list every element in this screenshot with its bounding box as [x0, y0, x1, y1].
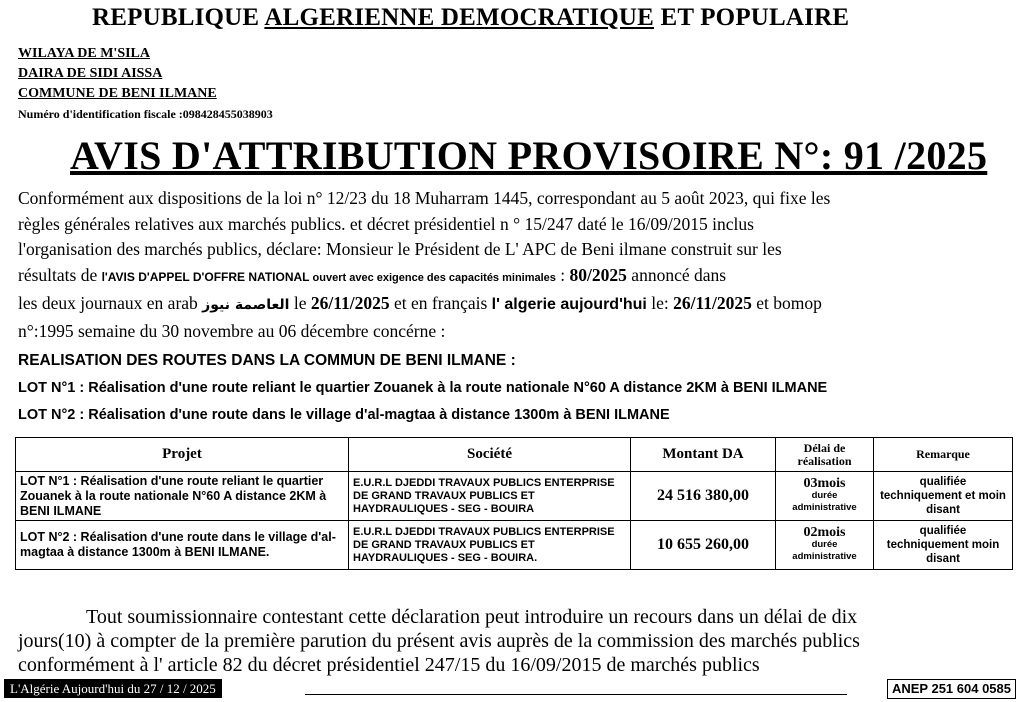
body-line-5-g: le:: [646, 293, 674, 314]
republic-header-part2: ALGERIENNE DEMOCRATIQUE: [264, 4, 654, 31]
row1-delai-note: durée administrative: [792, 490, 857, 513]
footer-divider: [305, 694, 847, 695]
row2-montant: 10 655 260,00: [631, 521, 776, 570]
row2-delai: [776, 521, 874, 570]
header-delai: Délai de réalisation: [776, 438, 874, 472]
tender-type: l'AVIS D'APPEL D'OFFRE NATIONAL: [101, 269, 310, 284]
appeal-notice: [18, 605, 1013, 677]
tender-number: 80/2025: [569, 264, 627, 285]
commune-label: COMMUNE DE BENI ILMANE: [18, 86, 217, 101]
table-row: [16, 521, 1013, 570]
body-line-4-f: annoncé dans: [626, 264, 727, 285]
body-line-4-d: :: [555, 264, 570, 285]
body-line-6: n°:1995 semaine du 30 novembre au 06 décembre concérne :: [18, 320, 446, 341]
notice-title: AVIS D'ATTRIBUTION PROVISOIRE N°: 91 /2025: [70, 133, 988, 178]
awards-table: [15, 437, 1013, 570]
body-line-5-i: et bomop: [751, 293, 822, 314]
body-line-3: l'organisation des marchés publics, déclare: Monsieur le Président de L' APC de Beni ilmane construit sur les: [18, 239, 782, 260]
body-line-5: [18, 291, 1013, 319]
anep-reference: ANEP 251 604 0585: [887, 679, 1016, 699]
body-line-5-a: les deux journaux en arab: [18, 293, 203, 314]
fiscal-id: Numéro d'identification fiscale :098428455038903: [18, 107, 273, 121]
row2-societe: E.U.R.L DJEDDI TRAVAUX PUBLICS ENTERPRISE DE GRAND TRAVAUX PUBLICS ET HAYDRAULIQUES - SEG - BOUIRA.: [349, 521, 631, 570]
row1-projet: LOT N°1 : Réalisation d'une route reliant le quartier Zouanek à la route nationale N°60 A distance 2KM à BENI ILMANE: [16, 472, 349, 521]
french-newspaper: l' algerie aujourd'hui: [491, 296, 647, 314]
republic-header-part1: REPUBLIQUE: [92, 4, 260, 31]
tender-condition: ouvert avec exigence des capacités minimales: [309, 271, 556, 284]
table-header-row: [16, 438, 1013, 472]
body-line-4: [18, 263, 1013, 292]
wilaya-label: WILAYA DE M'SILA: [18, 46, 151, 61]
body-line-4-a: résultats de: [18, 264, 102, 285]
lot-1-description: LOT N°1 : Réalisation d'une route reliant le quartier Zouanek à la route nationale N°60 A distance 2KM à BENI ILMANE: [18, 380, 828, 396]
row1-delai: [776, 472, 874, 521]
body-line-1: Conformément aux dispositions de la loi n° 12/23 du 18 Muharram 1445, correspondant au 5 août 2023, qui fixe les: [18, 188, 831, 208]
publication-date-arab: 26/11/2025: [310, 293, 390, 314]
notice-body: [18, 186, 1013, 345]
arabic-newspaper: العاصمة نيوز: [202, 297, 290, 314]
row2-remarque: qualifiée techniquement moin disant: [874, 521, 1013, 570]
row1-delai-value: 03mois: [803, 476, 846, 491]
daira-label: DAIRA DE SIDI AISSA: [18, 66, 163, 81]
header-projet: Projet: [16, 438, 349, 472]
republic-header: [92, 4, 849, 32]
project-heading: REALISATION DES ROUTES DANS LA COMMUN DE BENI ILMANE :: [18, 352, 516, 369]
header-montant: Montant DA: [631, 438, 776, 472]
appeal-line-3: conformément à l' article 82 du décret présidentiel 247/15 du 16/09/2015 de marchés publics: [18, 654, 760, 676]
republic-header-part3: ET POPULAIRE: [660, 4, 850, 31]
body-line-5-e: et en français: [389, 293, 492, 314]
header-remarque: Remarque: [874, 438, 1013, 472]
publication-date-french: 26/11/2025: [673, 293, 752, 314]
lot-2-description: LOT N°2 : Réalisation d'une route dans le village d'al-magtaa à distance 1300m à BENI ILMANE: [18, 407, 670, 423]
row1-montant: 24 516 380,00: [631, 472, 776, 521]
table-row: [16, 472, 1013, 521]
body-line-2: règles générales relatives aux marchés publics. et décret présidentiel n ° 15/247 daté le 16/09/2015 inclus: [18, 213, 754, 234]
source-newspaper-label: L'Algérie Aujourd'hui du 27 / 12 / 2025: [4, 679, 222, 698]
appeal-line-2: jours(10) à compter de la première parution du présent avis auprès de la commission des marchés publics: [18, 630, 860, 652]
body-line-5-c: le: [289, 293, 311, 314]
row2-delai-value: 02mois: [803, 525, 846, 540]
appeal-line-1: Tout soumissionnaire contestant cette déclaration peut introduire un recours dans un délai de dix: [86, 606, 858, 628]
header-societe: Société: [349, 438, 631, 472]
row2-projet: LOT N°2 : Réalisation d'une route dans le village d'al-magtaa à distance 1300m à BENI ILMANE.: [16, 521, 349, 570]
row1-societe: E.U.R.L DJEDDI TRAVAUX PUBLICS ENTERPRISE DE GRAND TRAVAUX PUBLICS ET HAYDRAULIQUES - SEG - BOUIRA: [349, 472, 631, 521]
row2-delai-note: durée administrative: [792, 539, 857, 562]
row1-remarque: qualifiée techniquement et moin disant: [874, 472, 1013, 521]
